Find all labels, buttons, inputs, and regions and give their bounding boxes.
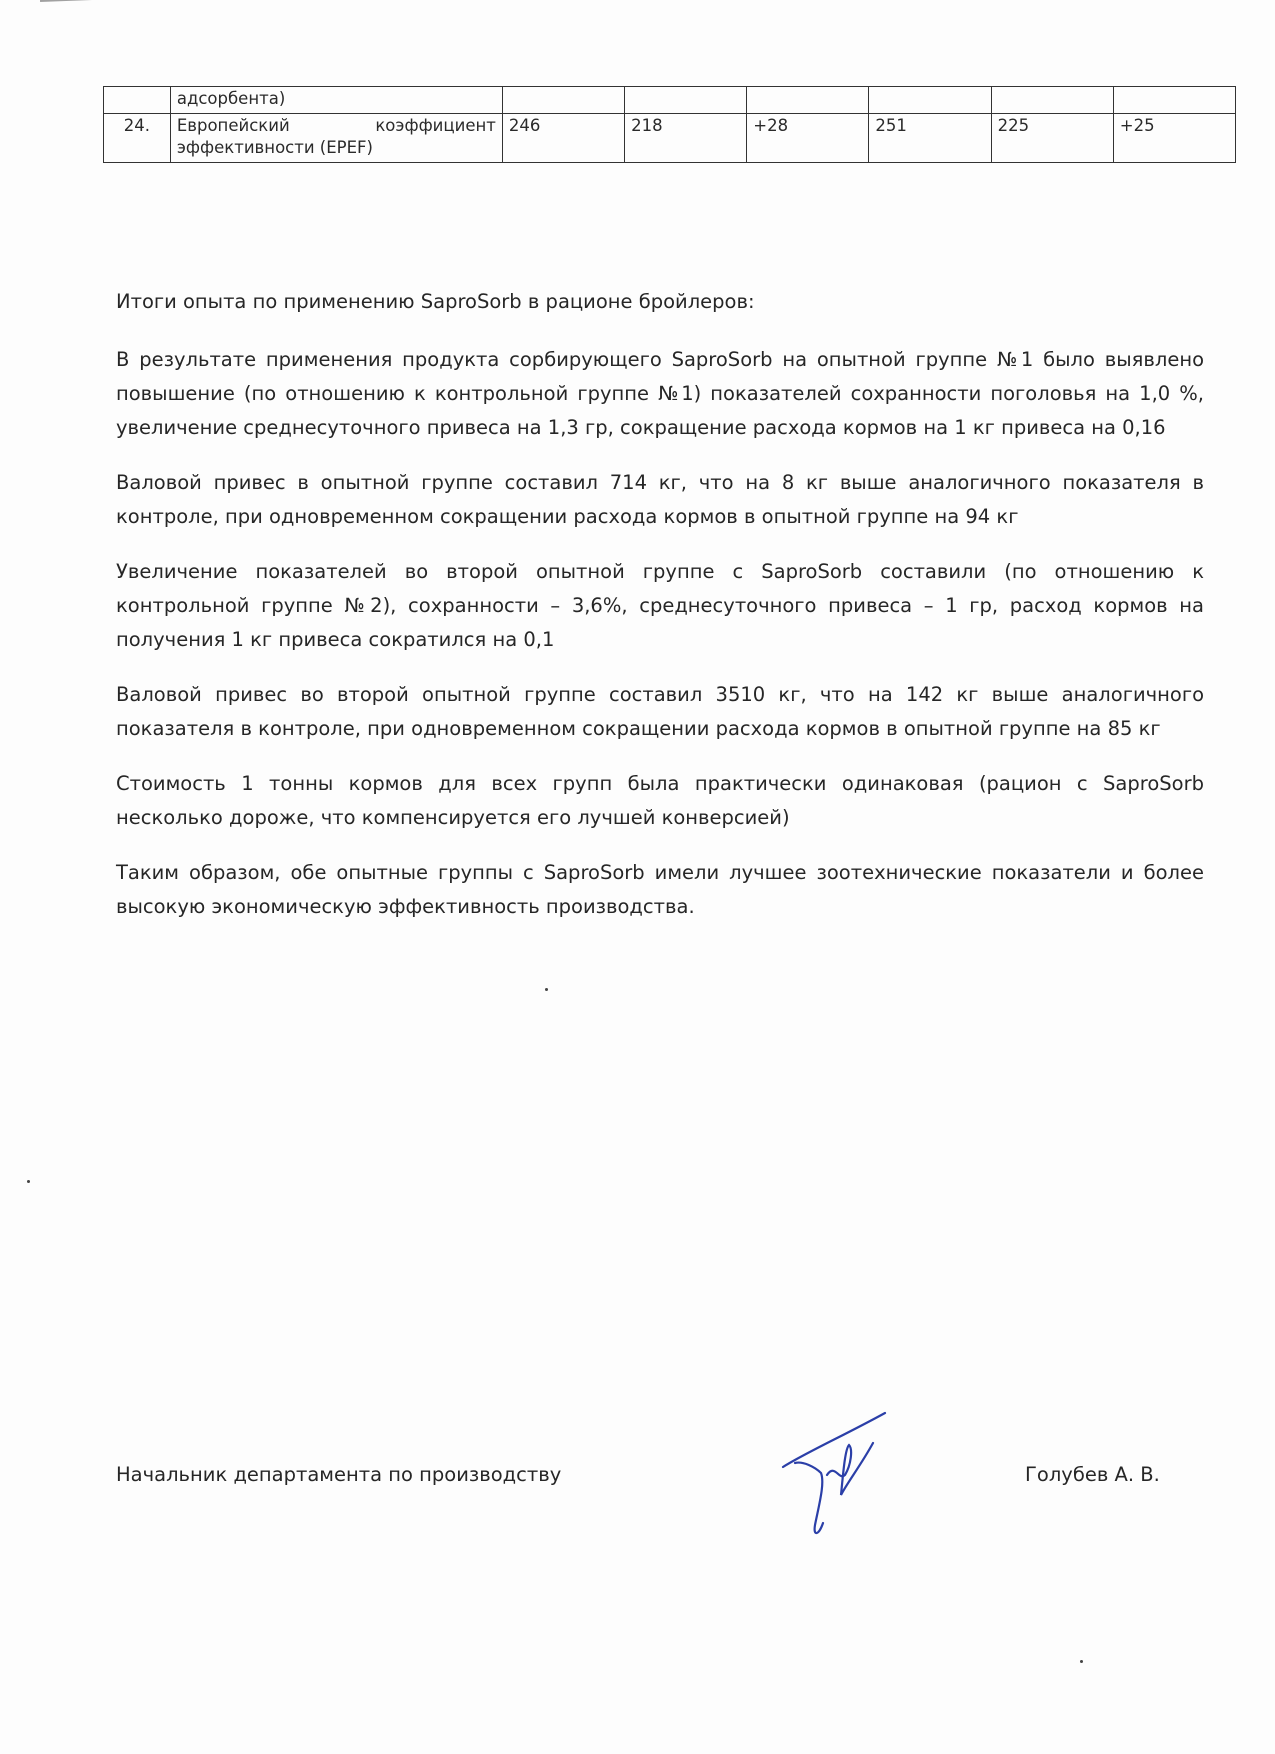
value-cell: 225: [991, 114, 1113, 163]
value-cell: [869, 87, 991, 114]
value-cell: [625, 87, 747, 114]
paragraph: Стоимость 1 тонны кормов для всех групп была практически одинаковая (рацион с SaproSorb несколько дороже, что компенсируется его лучшей конверсией): [116, 772, 1204, 829]
scan-speck: [27, 1180, 30, 1183]
table-row: [104, 114, 1236, 163]
scan-speck: [1080, 1660, 1083, 1663]
value-cell: +25: [1113, 114, 1235, 163]
results-table: [103, 86, 1236, 163]
value-cell: [1113, 87, 1235, 114]
value-cell: [991, 87, 1113, 114]
paragraph: Валовой привес во второй опытной группе составил 3510 кг, что на 142 кг выше аналогичного показателя в контроле, при одновременном сокращении расхода кормов в опытной группе на 85 кг: [116, 683, 1204, 740]
indicator-line: Европейский коэффициент: [176, 116, 496, 135]
paragraph: Увеличение показателей во второй опытной группе с SaproSorb составили (по отношению к контрольной группе №2), сохранности – 3,6%, среднесуточного привеса – 1 гр, расход кормов на получения 1 кг привеса сократился на 0,1: [116, 560, 1204, 651]
paragraph: Таким образом, обе опытные группы с SaproSorb имели лучшее зоотехнические показатели и более высокую экономическую эффективность производства.: [116, 861, 1204, 918]
signatory-name: Голубев А. В.: [1025, 1463, 1160, 1486]
paragraph: Валовой привес в опытной группе составил 714 кг, что на 8 кг выше аналогичного показателя в контроле, при одновременном сокращении расхода кормов в опытной группе на 94 кг: [116, 471, 1204, 528]
scan-speck: [545, 988, 548, 991]
indicator-line: эффективности (EPEF): [176, 138, 373, 157]
value-cell: 246: [502, 114, 624, 163]
results-text: [116, 343, 1204, 945]
value-cell: 218: [625, 114, 747, 163]
value-cell: [502, 87, 624, 114]
row-number: [104, 87, 171, 114]
value-cell: +28: [747, 114, 869, 163]
value-cell: [747, 87, 869, 114]
row-indicator: [170, 114, 502, 163]
paragraph: В результате применения продукта сорбирующего SaproSorb на опытной группе №1 было выявлено повышение (по отношению к контрольной группе №1) показателей сохранности поголовья на 1,0 %, увеличение среднесуточного привеса на 1,3 гр, сокращение расхода кормов на 1 кг привеса на 0,16: [116, 348, 1204, 439]
row-indicator: адсорбента): [170, 87, 502, 114]
table-row: [104, 87, 1236, 114]
scan-edge: [40, 0, 1242, 82]
value-cell: 251: [869, 114, 991, 163]
handwritten-signature: [775, 1405, 895, 1545]
results-heading: Итоги опыта по применению SaproSorb в рационе бройлеров:: [116, 290, 755, 313]
row-number: 24.: [104, 114, 171, 163]
signatory-position: Начальник департамента по производству: [116, 1463, 562, 1486]
